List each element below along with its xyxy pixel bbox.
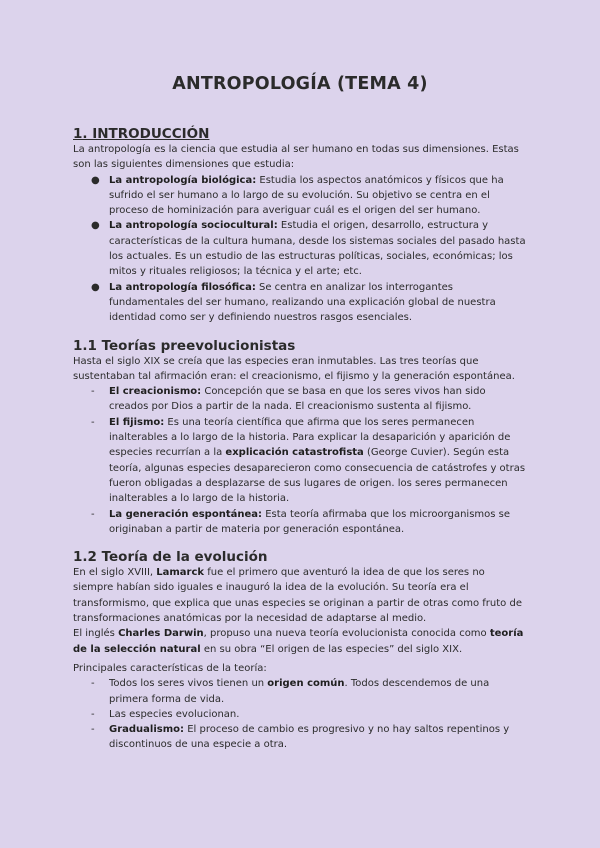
dash-marker: - (91, 508, 95, 520)
list-item: - El creacionismo: Concepción que se basa en que los seres vivos han sido creados por Dios a partir de la nada. El creacionismo sustenta al fijismo. (91, 386, 486, 413)
list-item: - El fijismo: Es una teoría científica que afirma que los seres permanecen inalterables a lo largo de la historia. Para explicar la desaparición y aparición de especies recurrían a la explicación catastrofista (George Cuvier). Según esta teoría, algunas especies desaparecieron como consecuencia de catástrofes y otras fueron obligadas a desplazarse de sus lugares de origen. los seres permanecen inalterables a lo largo de la historia. (91, 416, 526, 505)
list-item: - Las especies evolucionan. (73, 707, 528, 722)
lamarck-paragraph: En el siglo XVIII, Lamarck fue el primero que aventuró la idea de que los seres no siempre habían sido iguales e inauguró la idea de la evolución. Su teoría era el transformismo, que explica que unas especies se originan a partir de otras como fruto de transformaciones anatómicas por la necesidad de adaptarse al medio. (73, 567, 522, 625)
list-item: - La generación espontánea: Esta teoría afirmaba que los microorganismos se originaban a partir de materia por generación espontánea. (91, 508, 511, 535)
list-item: ● La antropología sociocultural: Estudia el origen, desarrollo, estructura y características de la cultura humana, desde los sistemas sociales del pasado hasta los actuales. Es un estudio de las estructuras políticas, sociales, económicas; los mitos y rituales religiosos; la técnica y el arte; etc. (91, 220, 526, 278)
section-heading-evolucion: 1.2 Teoría de la evolución (73, 549, 268, 566)
section-heading-preevolucionistas: 1.1 Teorías preevolucionistas (73, 337, 296, 354)
dimensions-list (73, 173, 528, 326)
page-title: ANTROPOLOGÍA (TEMA 4) (172, 74, 428, 94)
characteristics-list (73, 676, 528, 752)
document-body (73, 126, 528, 753)
section-heading-introduccion: 1. INTRODUCCIÓN (73, 126, 210, 142)
bullet-marker: ● (91, 281, 100, 293)
dash-marker: - (91, 678, 95, 690)
theories-list (73, 384, 528, 537)
list-item: - Gradualismo: El proceso de cambio es progresivo y no hay saltos repentinos y discontinuos de una especie a otra. (91, 724, 510, 751)
preevolucionistas-paragraph: Hasta el siglo XIX se creía que las especies eran inmutables. Las tres teorías que sustentaban tal afirmación eran: el creacionismo, el fijismo y la generación espontánea. (73, 355, 515, 382)
bullet-marker: ● (91, 220, 100, 232)
dash-marker: - (91, 386, 95, 398)
list-item: ● La antropología filosófica: Se centra en analizar los interrogantes fundamentales del ser humano, realizando una explicación global de nuestra identidad como ser y definiendo nuestros rasgos esenciales. (91, 281, 496, 324)
dash-marker: - (91, 724, 95, 736)
characteristics-intro: Principales características de la teoría: (73, 662, 267, 674)
intro-paragraph: La antropología es la ciencia que estudia al ser humano en todas sus dimensiones. Estas son las siguientes dimensiones que estudia: (73, 144, 519, 171)
bullet-marker: ● (91, 174, 100, 186)
darwin-paragraph: El inglés Charles Darwin, propuso una nueva teoría evolucionista conocida como teoría de la selección natural en su obra “El origen de las especies” del siglo XIX. (73, 628, 524, 655)
dash-marker: - (91, 708, 95, 720)
list-item: - Todos los seres vivos tienen un origen común. Todos descendemos de una primera forma de vida. (91, 678, 490, 705)
dash-marker: - (91, 416, 95, 428)
list-item: ● La antropología biológica: Estudia los aspectos anatómicos y físicos que ha sufrido el ser humano a lo largo de su evolución. Su objetivo se centra en el proceso de hominización para averiguar cuál es el origen del ser humano. (91, 174, 504, 217)
